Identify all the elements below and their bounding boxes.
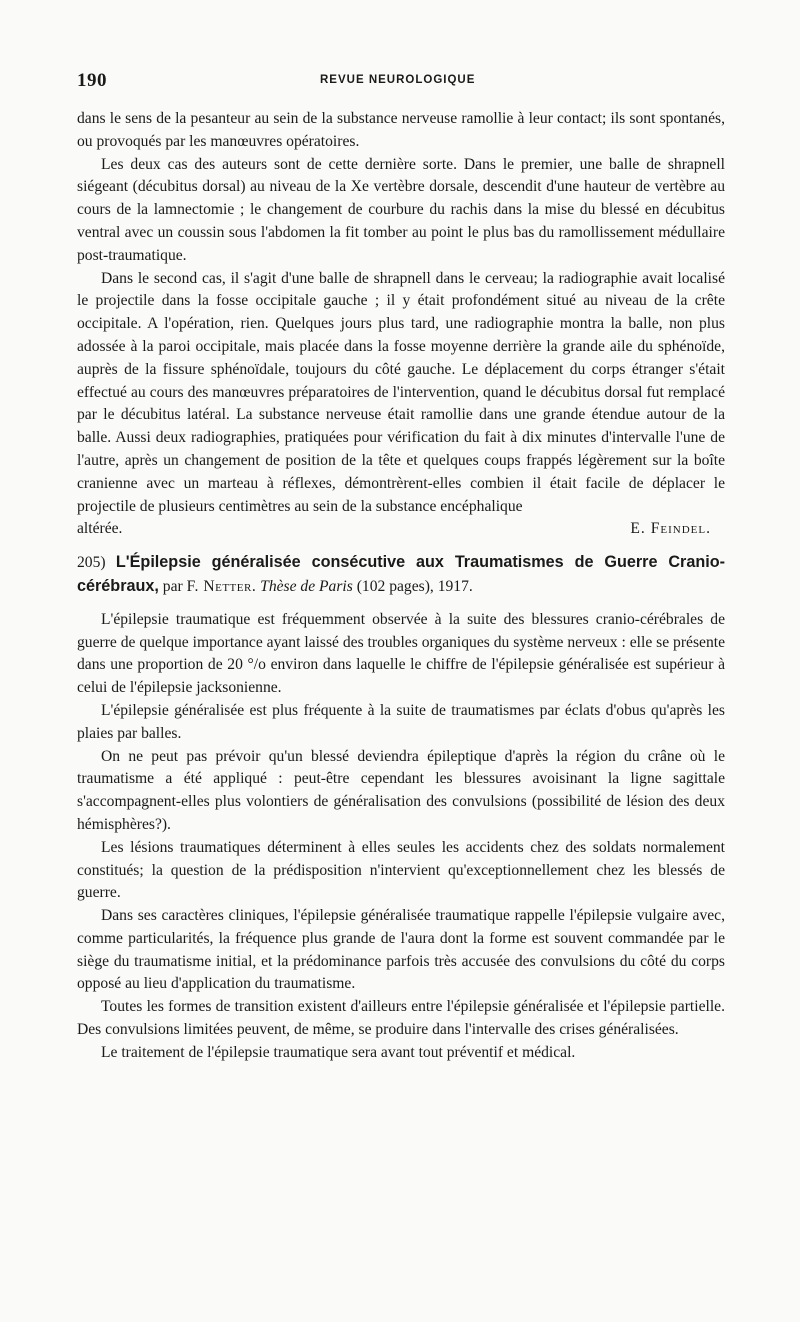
- journal-title: REVUE NEUROLOGIQUE: [320, 74, 476, 86]
- body-paragraph: Les lésions traumatiques déterminent à elles seules les accidents chez des soldats normalement constitués; la question de la prédisposition n'intervient qu'exceptionnellement chez les blessés de guerre.: [77, 838, 725, 902]
- signature-line: [77, 518, 725, 541]
- body-paragraph: L'épilepsie traumatique est fréquemment observée à la suite des blessures cranio-cérébrales de guerre de quelque importance ayant laissé des troubles organiques du système nerveux : elle se présente dans une proportion de 20 °/o environ dans laquelle le chiffre de l'épilepsie généralisée est supérieur à celui de l'épilepsie jacksonienne.: [77, 610, 725, 697]
- by-word: par: [162, 577, 183, 595]
- body-paragraph: Toutes les formes de transition existent d'ailleurs entre l'épilepsie généralisée et l'épilepsie partielle. Des convulsions limitées peuvent, de même, se produire dans l'intervalle des crises généralisées.: [77, 998, 725, 1039]
- body-paragraph: Les deux cas des auteurs sont de cette dernière sorte. Dans le premier, une balle de shrapnell siégeant (décubitus dorsal) au niveau de la Xe vertèbre dorsale, descendit d'une hauteur de vertèbre au cours de la lamnectomie ; le changement de courbure du rachis dans la mise du blessé en décubitus ventral avec un coussin sous l'abdomen la fit tomber au point le plus bas du ramollissement médullaire post-traumatique.: [77, 155, 725, 264]
- body-paragraph: Dans ses caractères cliniques, l'épilepsie généralisée traumatique rappelle l'épilepsie vulgaire avec, comme particularités, la fréquence plus grande de l'aura dont la forme est souvent commandée par le siège du traumatisme initial, et la prédominance parfois très accusée des convulsions du côté du corps opposé au lieu d'application du traumatisme.: [77, 907, 725, 993]
- article-source: Thèse de Paris: [260, 577, 353, 595]
- article-author: F. Netter.: [186, 577, 257, 595]
- body-paragraph: On ne peut pas prévoir qu'un blessé deviendra épileptique d'après la région du crâne où le traumatisme a été appliqué : peut-être cependant les blessures avoisinant la ligne sagittale s'accompagnent-elles plus volontiers de généralisation des convulsions (possibilité de lésion des deux hémisphères?).: [77, 747, 725, 833]
- page-number: 190: [77, 70, 107, 91]
- page: [77, 70, 725, 1065]
- running-head: [77, 70, 725, 96]
- article-title: L'Épilepsie généralisée consécutive aux Traumatismes de Guerre Cranio-cérébraux,: [77, 553, 725, 595]
- article-heading: [77, 551, 725, 599]
- closing-word: altérée.: [77, 520, 123, 538]
- body-paragraph: Dans le second cas, il s'agit d'une balle de shrapnell dans le cerveau; la radiographie avait localisé le projectile dans la fosse occipitale gauche ; il y était profondément situé au niveau de la crête occipitale. A l'opération, rien. Quelques jours plus tard, une radiographie montra la balle, non plus adossée à la paroi occipitale, mais placée dans la fosse moyenne derrière la grande aile du sphénoïde, auprès de la fissure sphénoïdale, toujours du côté gauche. Le déplacement du corps étranger s'était effectué au cours des manœuvres préparatoires de l'intervention, quand le décubitus dorsal fut remplacé par le décubitus latéral. La substance nerveuse était ramollie dans une grande étendue autour de la balle. Aussi deux radiographies, pratiquées pour vérification du fait à dix minutes d'intervalle l'une de l'autre, après un changement de position de la tête et quelques coups frappés légèrement sur la boîte cranienne avec un marteau à réflexes, démontrèrent-elles combien il était facile de déplacer le projectile de plusieurs centimètres au sein de la substance encéphalique: [77, 269, 725, 515]
- author-signature: E. Feindel.: [630, 520, 711, 538]
- body-paragraph: L'épilepsie généralisée est plus fréquente à la suite de traumatismes par éclats d'obus qu'après les plaies par balles.: [77, 701, 725, 742]
- article-details: (102 pages), 1917.: [356, 577, 473, 595]
- body-paragraph: Le traitement de l'épilepsie traumatique sera avant tout préventif et médical.: [101, 1043, 576, 1061]
- continuation-paragraph: dans le sens de la pesanteur au sein de la substance nerveuse ramollie à leur contact; ils sont spontanés, ou provoqués par les manœuvres opératoires.: [77, 110, 725, 150]
- article-number: 205): [77, 554, 106, 572]
